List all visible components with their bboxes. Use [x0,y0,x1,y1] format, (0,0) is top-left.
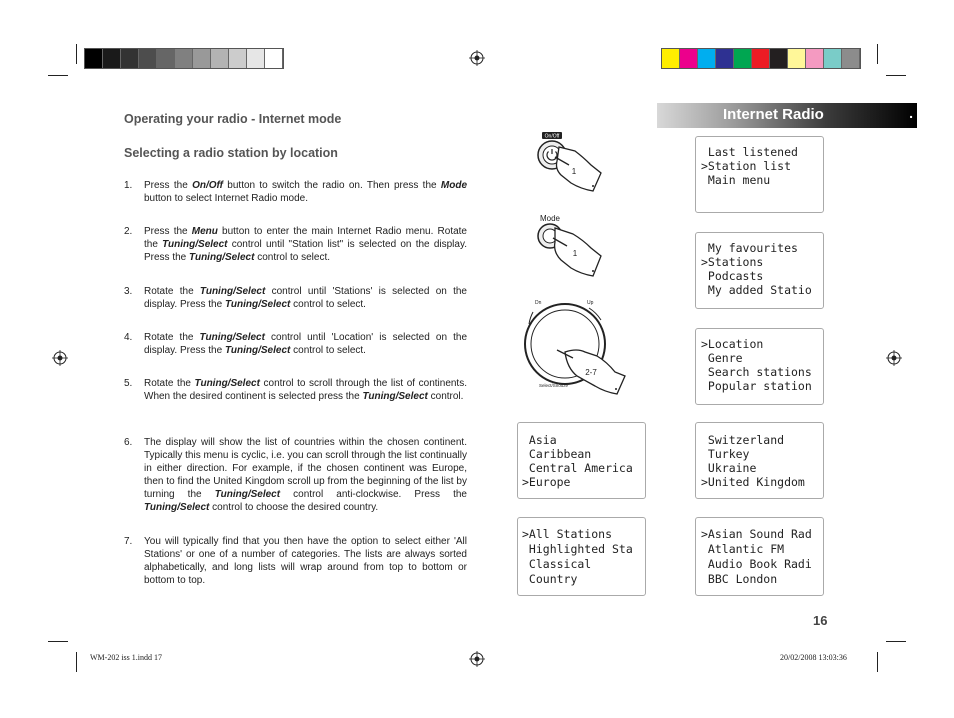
tuning-dial-illustration [515,296,635,396]
control-name: Tuning/Select [189,252,255,263]
lcd-display-categories [517,517,646,596]
gray-swatch [175,49,193,68]
registration-mark-icon [886,350,902,366]
pointing-finger-icon [557,147,602,191]
step-text: You will typically find that you then have the option to select either 'All Stations' or one of a number of categories. The lists are always sorted alphabetically, and long lists will wrap around from top to bottom or bottom to top. [144,536,467,586]
step-number: 5. [124,378,133,389]
step-2 [124,225,467,264]
lcd-line: >Location [701,337,764,351]
control-name: On/Off [192,180,223,191]
registration-mark-icon [469,50,485,66]
lcd-line: Genre [701,351,743,365]
control-name: Tuning/Select [194,378,260,389]
step-number: 7. [124,536,133,547]
lcd-line: Caribbean [522,447,592,461]
lcd-line: Central America [522,461,633,475]
lcd-line: Popular station [701,379,812,393]
lcd-line: >Europe [522,475,571,489]
lcd-line: Asia [522,433,557,447]
step-3 [124,285,467,311]
gray-swatch [193,49,211,68]
control-name: Tuning/Select [199,332,265,343]
lcd-line: Classical [522,557,592,571]
lcd-line: >Station list [701,159,792,173]
lcd-line: >Stations [701,255,764,269]
pointing-finger-icon [555,228,601,276]
page-number: 16 [813,613,828,628]
registration-mark-icon [52,350,68,366]
step-4 [124,331,467,357]
step-text: Press the On/Off button to switch the radio on. Then press the Mode button to select Internet Radio mode. [144,180,467,204]
dial-up-label: Up [587,300,594,306]
step-6 [124,436,467,514]
lcd-line: >United Kingdom [701,475,805,489]
mode-label: Mode [539,214,561,223]
color-swatch [770,49,788,68]
step-number: 2. [124,226,133,237]
color-swatch [716,49,734,68]
lcd-line: >Asian Sound Rad [701,527,812,541]
lcd-display-continents [517,422,646,499]
step-number: 3. [124,286,133,297]
footer-timestamp: 20/02/2008 13:03:36 [780,653,847,662]
color-swatch [788,49,806,68]
lcd-line: My favourites [701,241,798,255]
gray-swatch [265,49,283,68]
lcd-line: Podcasts [701,269,764,283]
gray-swatch [247,49,265,68]
step-text: Rotate the Tuning/Select control to scroll through the list of continents. When the desired continent is selected press the Tuning/Select control. [144,378,467,402]
lcd-line: Last listened [701,145,798,159]
control-name: Tuning/Select [362,391,428,402]
lcd-display-stations [695,328,824,405]
header-dot: . [909,105,913,121]
lcd-line: Highlighted Sta [522,542,633,556]
gray-swatch [157,49,175,68]
lcd-line: Country [522,572,578,586]
step-7 [124,535,467,587]
gray-swatch [211,49,229,68]
step-number: 6. [124,437,133,448]
onoff-button-illustration [525,127,607,195]
section-subtitle: Selecting a radio station by location [124,146,338,160]
lcd-line: BBC London [701,572,778,586]
control-name: Menu [191,226,218,237]
lcd-line: Turkey [701,447,750,461]
registration-mark-icon [469,651,485,667]
step-1 [124,179,467,205]
step-5 [124,377,467,403]
lcd-line: Ukraine [701,461,757,475]
lcd-line: Main menu [701,173,771,187]
gray-swatch [103,49,121,68]
gray-swatch [85,49,103,68]
color-swatch [752,49,770,68]
color-swatch [698,49,716,68]
onoff-label: On/Off [544,133,560,140]
finger-step-number: 1 [571,167,577,176]
step-number: 1. [124,180,133,191]
color-swatch [662,49,680,68]
lcd-line: My added Statio [701,283,812,297]
control-name: Tuning/Select [224,345,291,356]
color-swatch [842,49,860,68]
dial-down-label: Dn [535,300,542,306]
header-title: Internet Radio [723,106,824,123]
step-text: Rotate the Tuning/Select control until 'Location' is selected on the display. Press the Tuning/Select control to select. [144,332,468,356]
gray-swatch [121,49,139,68]
section-header-bar [657,103,917,128]
lcd-display-station-results [695,517,824,596]
gray-calibration-strip [84,48,284,69]
lcd-display-countries [695,422,824,499]
control-name: Tuning/Select [199,286,266,297]
footer-file-info: WM-202 iss 1.indd 17 [90,653,162,662]
finger-step-number: 1 [572,249,578,258]
color-swatch [806,49,824,68]
lcd-line: Search stations [701,365,812,379]
control-name: Tuning/Select [144,502,210,513]
control-name: Tuning/Select [214,489,281,500]
finger-step-number: 2-7 [585,368,597,377]
step-number: 4. [124,332,133,343]
lcd-display-station-list [695,232,824,309]
lcd-display-main-menu [695,136,824,213]
dial-select-label: Select/Snooze [539,383,569,388]
gray-swatch [229,49,247,68]
lcd-line: Atlantic FM [701,542,785,556]
gray-swatch [139,49,157,68]
section-title: Operating your radio - Internet mode [124,112,342,126]
control-name: Tuning/Select [224,299,291,310]
control-name: Tuning/Select [162,239,228,250]
color-calibration-strip [661,48,861,69]
color-swatch [824,49,842,68]
step-text: The display will show the list of countries within the chosen continent. Typically this menu is cyclic, i.e. you can scroll through the list continually in either direction. For example, if the chosen continent was Europe, then to find the United Kingdom scroll up from the beginning of the list by turning the Tuning/Select control anti-clockwise. Press the Tuning/Select control to choose the desired country. [144,437,467,513]
mode-button-illustration [525,212,607,280]
step-text: Rotate the Tuning/Select control until 'Stations' is selected on the display. Press the Tuning/Select control to select. [144,286,467,310]
color-swatch [734,49,752,68]
lcd-line: Switzerland [701,433,785,447]
control-name: Mode [440,180,467,191]
lcd-line: >All Stations [522,527,613,541]
color-swatch [680,49,698,68]
step-text: Press the Menu button to enter the main Internet Radio menu. Rotate the Tuning/Select control until "Station list" is selected on the display. Press the Tuning/Select control to select. [144,226,467,263]
lcd-line: Audio Book Radi [701,557,812,571]
